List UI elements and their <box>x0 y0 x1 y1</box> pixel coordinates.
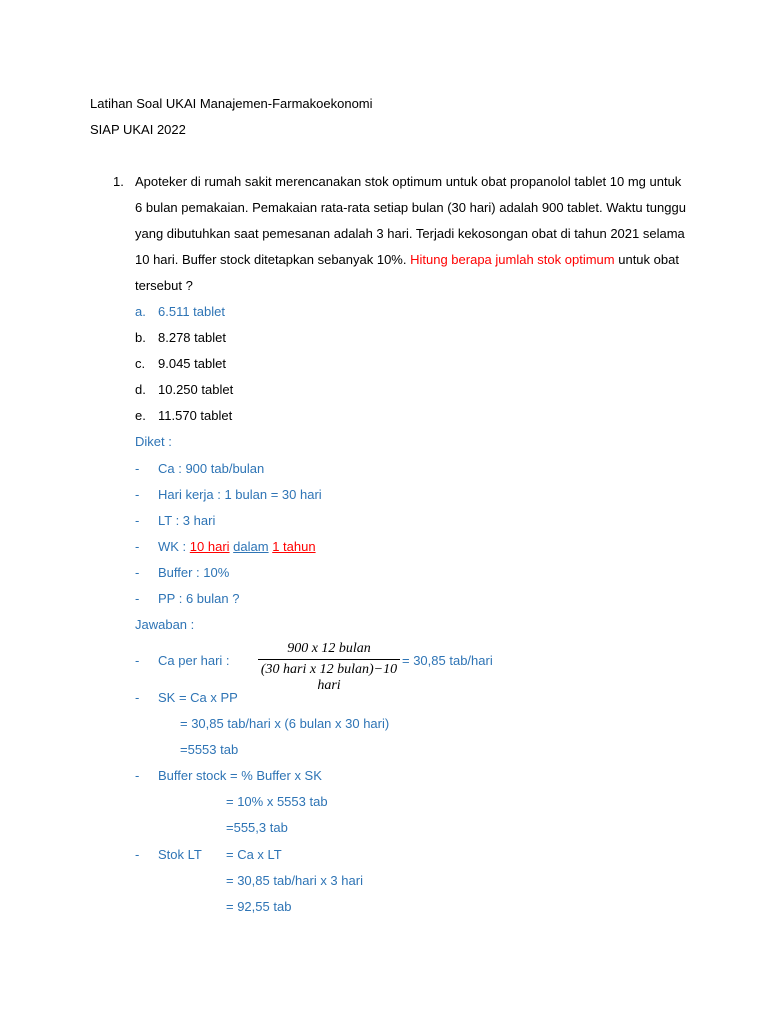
option-text-d: 10.250 tablet <box>158 382 234 397</box>
option-text-e: 11.570 tablet <box>158 408 233 423</box>
option-letter-a: a. <box>135 304 146 319</box>
buffer-stock-substitution: = 10% x 5553 tab <box>226 794 328 809</box>
diket-dash-lt: - <box>135 513 140 528</box>
diket-dash-pp: - <box>135 591 140 606</box>
question-line-5: tersebut ? <box>135 278 193 293</box>
question-line-3: yang dibutuhkan saat pemesanan adalah 3 hari. Terjadi kekosongan obat di tahun 2021 selama <box>135 226 685 241</box>
fraction-denominator: (30 hari x 12 bulan)−10 hari <box>260 662 398 693</box>
question-line-2: 6 bulan pemakaian. Pemakaian rata-rata setiap bulan (30 hari) adalah 900 tablet. Waktu tunggu <box>135 200 686 215</box>
ca-per-hari-label: Ca per hari : <box>158 653 230 668</box>
diket-buffer: Buffer : 10% <box>158 565 230 580</box>
stok-lt-substitution: = 30,85 tab/hari x 3 hari <box>226 873 363 888</box>
jawaban-dash-buffer-stock: - <box>135 768 140 783</box>
document-title: Latihan Soal UKAI Manajemen-Farmakoekonomi <box>90 96 373 111</box>
option-letter-b: b. <box>135 330 146 345</box>
question-line-4 <box>135 252 680 268</box>
sk-result: =5553 tab <box>180 742 239 757</box>
diket-dash-ca: - <box>135 461 140 476</box>
stok-lt-formula: = Ca x LT <box>226 847 282 862</box>
question-line-4-prefix: 10 hari. Buffer stock ditetapkan sebanyak 10%. <box>135 252 407 267</box>
option-text-c: 9.045 tablet <box>158 356 226 371</box>
question-line-4-suffix: untuk obat <box>618 252 679 267</box>
stok-lt-label: Stok LT <box>158 847 202 862</box>
question-line-1: Apoteker di rumah sakit merencanakan stok optimum untuk obat propanolol tablet 10 mg untuk <box>135 174 682 189</box>
option-text-a: 6.511 tablet <box>158 304 225 319</box>
ca-per-hari-fraction <box>258 641 400 694</box>
buffer-stock-result: =555,3 tab <box>226 820 288 835</box>
option-letter-e: e. <box>135 408 146 423</box>
diket-dash-wk: - <box>135 539 140 554</box>
jawaban-dash-sk: - <box>135 690 140 705</box>
option-text-b: 8.278 tablet <box>158 330 226 345</box>
diket-wk-dalam: dalam <box>233 539 269 554</box>
diket-dash-hari-kerja: - <box>135 487 140 502</box>
stok-lt-result: = 92,55 tab <box>226 899 292 914</box>
buffer-stock-formula: Buffer stock = % Buffer x SK <box>158 768 322 783</box>
jawaban-dash-ca-per-hari: - <box>135 653 140 668</box>
option-letter-d: d. <box>135 382 146 397</box>
ca-per-hari-result: = 30,85 tab/hari <box>402 653 493 668</box>
diket-heading: Diket : <box>135 434 172 449</box>
diket-wk-year: 1 tahun <box>272 539 316 554</box>
question-number: 1. <box>113 174 124 189</box>
jawaban-heading: Jawaban : <box>135 617 195 632</box>
fraction-numerator: 900 x 12 bulan <box>287 641 371 656</box>
diket-wk-label: WK : <box>158 539 187 554</box>
fraction-bar <box>258 659 400 660</box>
question-highlight: Hitung berapa jumlah stok optimum <box>410 252 615 267</box>
diket-hari-kerja: Hari kerja : 1 bulan = 30 hari <box>158 487 322 502</box>
sk-formula: SK = Ca x PP <box>158 690 238 705</box>
option-letter-c: c. <box>135 356 146 371</box>
diket-wk <box>158 539 316 555</box>
diket-lt: LT : 3 hari <box>158 513 216 528</box>
diket-wk-days: 10 hari <box>189 539 230 554</box>
jawaban-dash-stok-lt: - <box>135 847 140 862</box>
sk-substitution: = 30,85 tab/hari x (6 bulan x 30 hari) <box>180 716 390 731</box>
diket-dash-buffer: - <box>135 565 140 580</box>
diket-ca: Ca : 900 tab/bulan <box>158 461 265 476</box>
diket-pp: PP : 6 bulan ? <box>158 591 240 606</box>
document-subtitle: SIAP UKAI 2022 <box>90 122 186 137</box>
